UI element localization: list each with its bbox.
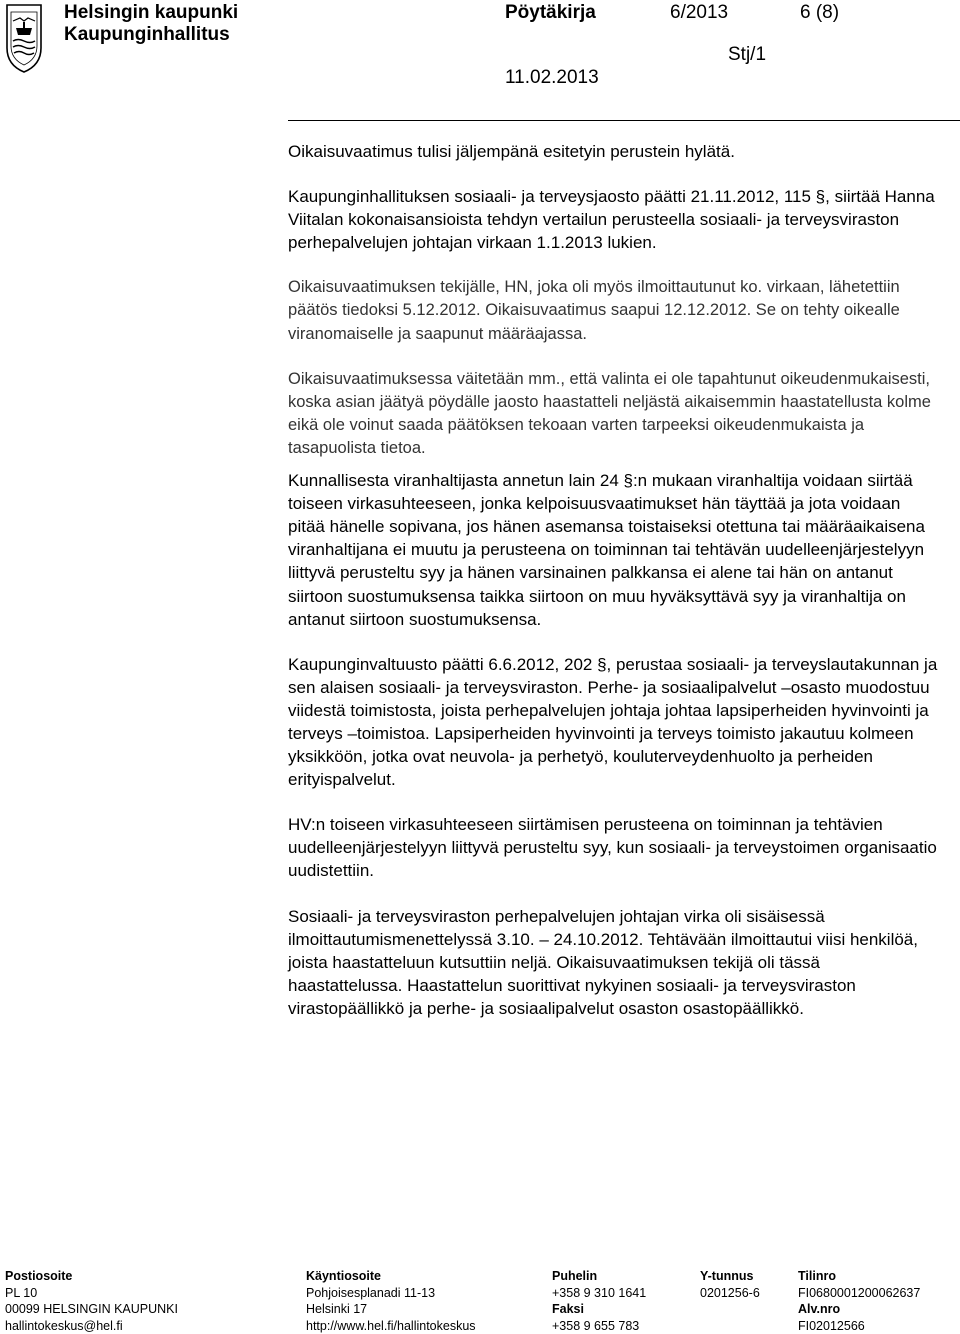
organization-name: Helsingin kaupunki (64, 2, 238, 24)
page-number: 6 (8) (800, 2, 839, 24)
paragraph: HV:n toiseen virkasuhteeseen siirtämisen perusteena on toiminnan ja tehtävien uudelleenjärjestelyyn liittyvä perusteltu syy, kun sosiaali- ja terveystoimen organisaatio uudistettiin. (288, 813, 938, 882)
footer-postal-address: Postiosoite PL 10 00099 HELSINGIN KAUPUNKI hallintokeskus@hel.fi (5, 1268, 178, 1334)
footer-visiting-address: Käyntiosoite Pohjoisesplanadi 11-13 Helsinki 17 http://www.hel.fi/hallintokeskus (306, 1268, 476, 1334)
paragraph: Sosiaali- ja terveysviraston perhepalvelujen johtajan virka oli sisäisessä ilmoittautumismenettelyssä 3.10. – 24.10.2012. Tehtävään ilmoittautui viisi henkilöä, joista haastatteluun kutsuttiin neljä. Oikaisuvaatimuksen tekijä oli tässä haastattelussa. Haastattelun suorittivat nykyinen sosiaali- ja terveysviraston virastopäällikkö ja perhe- ja sosiaalipalvelut osaston osastopäällikkö. (288, 905, 938, 1020)
department-name: Kaupunginhallitus (64, 24, 230, 46)
paragraph: Oikaisuvaatimuksen tekijälle, HN, joka oli myös ilmoittautunut ko. virkaan, lähetettiin päätös tiedoksi 5.12.2012. Oikaisuvaatimus saapui 12.12.2012. Se on tehty oikealle viranomaiselle ja saapunut määräajassa. (288, 276, 938, 345)
paragraph: Kunnallisesta viranhaltijasta annetun lain 24 §:n mukaan viranhaltija voidaan siirtää toiseen virkasuhteeseen, jonka kelpoisuusvaatimukset hän täyttää ja jota voidaan pitää hänelle sopivana, jos hänen asemansa toistaiseksi otettuna tai määräaikaisena viranhaltijana ei muutu ja perusteena on toiminnan tai tehtävän uudelleenjärjestelyyn liittyvä perusteltu syy ja hänen varsinainen palkkansa ei alene tai hän on antanut siirtoon suostumuksensa taikka siirtoon on muu hyväksyttävä syy ja viranhaltija on antanut siirtoon suostumuksensa. (288, 469, 938, 631)
document-type: Pöytäkirja (505, 2, 596, 24)
document-number: 6/2013 (670, 2, 728, 24)
paragraph: Oikaisuvaatimus tulisi jäljempänä esitetyin perustein hylätä. (288, 140, 938, 163)
paragraph: Kaupunginvaltuusto päätti 6.6.2012, 202 §, perustaa sosiaali- ja terveyslautakunnan ja sen alaisen sosiaali- ja terveysviraston. Perhe- ja sosiaalipalvelut –osasto muodostuu viidestä toimistosta, joista perhepalvelujen johtaja johtaa lapsiperheiden hyvinvointi ja terveys –toimistoa. Lapsiperheiden hyvinvointi ja terveys toimisto jakautuu kolmeen yksikköön, jotka ovat neuvola- ja perhetyö, kouluterveydenhuolto ja perheiden erityispalvelut. (288, 653, 938, 792)
header-divider (288, 120, 960, 121)
paragraph: Oikaisuvaatimuksessa väitetään mm., että valinta ei ole tapahtunut oikeudenmukaisesti, koska asian jäätyä pöydälle jaosto haastatteli neljästä aikaisemmin haastatellusta kolme eikä ole voinut saada päätöksen tekoaan varten tarpeeksi oikeudenmukaista ja tasapuolista tietoa. (288, 368, 938, 460)
paragraph: Kaupunginhallituksen sosiaali- ja terveysjaosto päätti 21.11.2012, 115 §, siirtää Hanna Viitalan kokonaisansioista tehdyn vertailun perusteella sosiaali- ja terveysviraston perhepalvelujen johtajan virkaan 1.1.2013 lukien. (288, 185, 938, 254)
footer-website: http://www.hel.fi/hallintokeskus (306, 1318, 476, 1334)
footer-bank-account: Tilinro FI0680001200062637 Alv.nro FI02012566 (798, 1268, 920, 1334)
helsinki-coat-of-arms-icon (2, 2, 46, 74)
footer-email: hallintokeskus@hel.fi (5, 1318, 178, 1334)
section-reference: Stj/1 (728, 44, 766, 66)
footer-phone: Puhelin +358 9 310 1641 Faksi +358 9 655 783 (552, 1268, 646, 1334)
document-date: 11.02.2013 (505, 67, 599, 89)
footer-business-id: Y-tunnus 0201256-6 (700, 1268, 760, 1301)
document-body (288, 140, 938, 1042)
